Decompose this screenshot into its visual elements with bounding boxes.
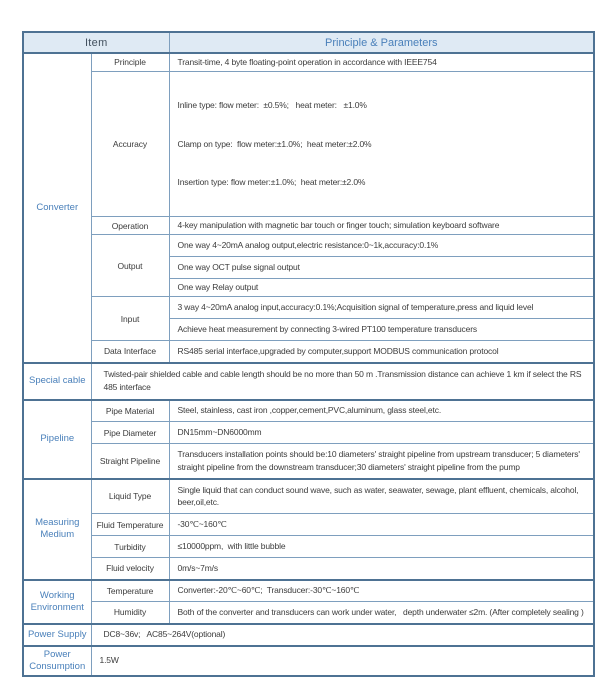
row-label-humidity: Humidity bbox=[91, 602, 169, 624]
spec-table bbox=[22, 31, 595, 677]
category-converter: Converter bbox=[23, 53, 91, 363]
row-value-straight-pipeline: Transducers installation points should be:10 diameters' straight pipeline from upstream transducer; 5 diameters' straight pipeline from the downstream transducer;30 diameters' straight pipeline from the pump bbox=[169, 444, 594, 479]
category-working-environment: Working Environment bbox=[23, 580, 91, 624]
row-value-output-analog: One way 4~20mA analog output,electric resistance:0~1k,accuracy:0.1% bbox=[169, 235, 594, 257]
row-value-fluid-temperature: -30℃~160℃ bbox=[169, 514, 594, 536]
row-value-power-consumption: 1.5W bbox=[91, 646, 594, 676]
row-label-turbidity: Turbidity bbox=[91, 536, 169, 558]
row-label-pipe-diameter: Pipe Diameter bbox=[91, 422, 169, 444]
row-value-input-analog: 3 way 4~20mA analog input,accuracy:0.1%;Acquisition signal of temperature,press and liquid level bbox=[169, 297, 594, 319]
accuracy-line-clamp: Clamp on type: flow meter:±1.0%; heat meter:±2.0% bbox=[177, 138, 372, 149]
row-value-accuracy bbox=[169, 71, 594, 216]
row-label-env-temperature: Temperature bbox=[91, 580, 169, 602]
row-value-data-interface: RS485 serial interface,upgraded by computer,support MODBUS communication protocol bbox=[169, 341, 594, 363]
row-label-operation: Operation bbox=[91, 217, 169, 235]
row-label-pipe-material: Pipe Material bbox=[91, 400, 169, 422]
row-value-principle: Transit-time, 4 byte floating-point operation in accordance with IEEE754 bbox=[169, 53, 594, 71]
row-value-pipe-diameter: DN15mm~DN6000mm bbox=[169, 422, 594, 444]
row-label-liquid-type: Liquid Type bbox=[91, 479, 169, 514]
row-label-data-interface: Data Interface bbox=[91, 341, 169, 363]
row-label-fluid-temperature: Fluid Temperature bbox=[91, 514, 169, 536]
row-label-fluid-velocity: Fluid velocity bbox=[91, 558, 169, 580]
header-params-label: Principle & Parameters bbox=[169, 32, 594, 53]
row-label-straight-pipeline: Straight Pipeline bbox=[91, 444, 169, 479]
category-measuring-medium: Measuring Medium bbox=[23, 479, 91, 580]
row-label-input: Input bbox=[91, 297, 169, 341]
category-power-consumption: Power Consumption bbox=[23, 646, 91, 676]
row-value-turbidity: ≤10000ppm, with little bubble bbox=[169, 536, 594, 558]
header-item-label: Item bbox=[23, 32, 169, 53]
category-pipeline: Pipeline bbox=[23, 400, 91, 479]
row-label-accuracy: Accuracy bbox=[91, 71, 169, 216]
row-value-env-temperature: Converter:-20℃~60℃; Transducer:-30℃~160℃ bbox=[169, 580, 594, 602]
row-value-operation: 4-key manipulation with magnetic bar touch or finger touch; simulation keyboard software bbox=[169, 217, 594, 235]
row-value-input-pt100: Achieve heat measurement by connecting 3-wired PT100 temperature transducers bbox=[169, 319, 594, 341]
spec-sheet-page bbox=[22, 31, 595, 677]
category-special-cable: Special cable bbox=[23, 363, 91, 400]
row-value-humidity: Both of the converter and transducers can work under water, depth underwater ≤2m. (After completely sealing ) bbox=[169, 602, 594, 624]
row-label-output: Output bbox=[91, 235, 169, 297]
row-value-special-cable: Twisted-pair shielded cable and cable length should be no more than 50 m .Transmission distance can achieve 1 km if select the RS 485 interface bbox=[91, 363, 594, 400]
row-value-output-relay: One way Relay output bbox=[169, 279, 594, 297]
accuracy-line-insertion: Insertion type: flow meter:±1.0%; heat meter:±2.0% bbox=[177, 176, 366, 187]
row-value-pipe-material: Steel, stainless, cast iron ,copper,cement,PVC,aluminum, glass steel,etc. bbox=[169, 400, 594, 422]
row-value-fluid-velocity: 0m/s~7m/s bbox=[169, 558, 594, 580]
category-power-supply: Power Supply bbox=[23, 624, 91, 646]
row-label-principle: Principle bbox=[91, 53, 169, 71]
row-value-power-supply: DC8~36v; AC85~264V(optional) bbox=[91, 624, 594, 646]
row-value-output-oct: One way OCT pulse signal output bbox=[169, 257, 594, 279]
row-value-liquid-type: Single liquid that can conduct sound wave, such as water, seawater, sewage, plant effluent, chemicals, alcohol, beer,oil,etc. bbox=[169, 479, 594, 514]
accuracy-line-inline: Inline type: flow meter: ±0.5%; heat meter: ±1.0% bbox=[177, 100, 367, 111]
